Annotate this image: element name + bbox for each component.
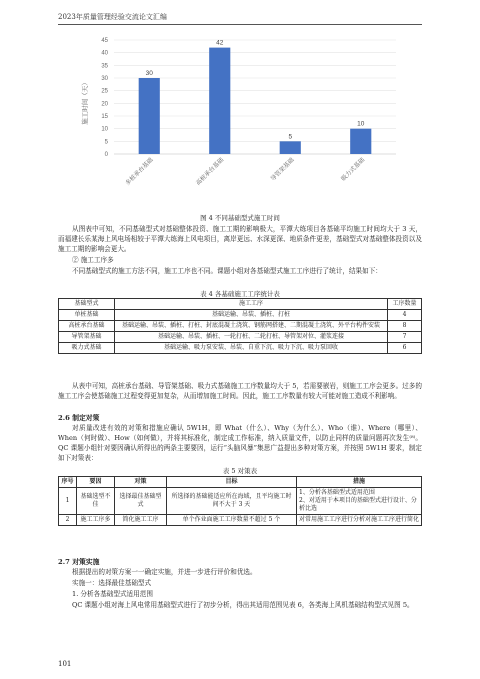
table-5-header-cell: 目标 — [167, 477, 297, 488]
chart-y-tick-label: 30 — [101, 76, 108, 82]
paragraph-1: 从图表中可知，不同基础型式对基础整体投资、施工工期的影响极大，平潭大练项目各基础平均施工时间均大于 3 天，而福建长乐某海上风电场相较于平潭大练海上风电项目，离岸更远、水深更深、地质条件更差，基础型式对基础整体投资以及施工工期的影响会更大。 — [58, 225, 422, 253]
table-cell: 6 — [388, 343, 422, 354]
table-cell: 导管架基础 — [59, 332, 115, 343]
table-5-caption: 表 5 对策表 — [222, 467, 258, 475]
table-5-header-cell: 措施 — [297, 477, 422, 488]
chart-data-label: 10 — [357, 120, 365, 128]
chart-bars — [139, 40, 372, 154]
running-header: 2023年质量管理经验交流论文汇编 — [58, 13, 167, 21]
table-cell: 7 — [388, 332, 422, 343]
chart-data-label: 5 — [288, 133, 293, 141]
table-cell: 1 — [59, 488, 77, 515]
chart-bar — [280, 141, 301, 154]
table-cell: 4 — [388, 310, 422, 321]
chart-y-tick-label: 15 — [101, 114, 108, 120]
table-cell: 基础运输、吸力泵安装、吊装、自重下沉、吸力下沉、吸力泵回收 — [115, 343, 388, 354]
table-row — [59, 332, 422, 343]
chart-bar — [209, 48, 230, 154]
table-4-caption: 表 4 各基础施工工序统计表 — [200, 290, 280, 298]
figure-4-caption: 图 4 不同基础型式施工时间 — [200, 214, 280, 222]
chart-x-tick-label: 高桩承台基础 — [194, 156, 226, 187]
table-5 — [58, 476, 422, 526]
chart-y-tick-label: 0 — [104, 152, 108, 158]
paragraph-2: 不同基础型式的施工方法不同，施工工序也不同。课题小组对各基础型式施工工序进行了统计，结果如下： — [72, 267, 382, 275]
chart-data-label: 42 — [216, 39, 224, 47]
chart-y-tick-label: 20 — [101, 101, 108, 108]
paragraph-5: 根据提出的对策方案一一确定实施，并进一步进行评价和优选。 — [72, 568, 257, 576]
chart-y-tick-label: 45 — [101, 38, 108, 44]
table-5-header-cell: 对策 — [115, 477, 167, 488]
chart-data-label: 30 — [145, 70, 153, 77]
table-cell: 8 — [388, 321, 422, 332]
table-cell: 吸力式基础 — [59, 343, 115, 354]
table-5-header-cell: 要因 — [77, 477, 115, 488]
table-cell: 所选择的基础能适应所在海域，且平均施工时间不大于 3 天 — [167, 488, 297, 515]
table-5-header-row — [59, 477, 422, 488]
section-2-7-heading: 2.7 对策实施 — [58, 558, 100, 566]
table-cell: 1、分析各基础型式适用范围 2、对适用于本项目的基础型式进行设计、分析比选 — [297, 488, 422, 515]
chart-bar — [139, 78, 160, 154]
table-4 — [58, 298, 422, 354]
chart-y-tick-label: 25 — [101, 88, 108, 95]
table-cell: 对常用施工工序进行分析对施工工序进行简化 — [297, 515, 422, 526]
table-cell: 简化施工工序 — [115, 515, 167, 526]
chart-bar — [350, 129, 371, 154]
paragraph-6: QC 课题小组对海上风电常用基础型式进行了初步分析，得出其适用范围见表 6，各类海上风机基础结构型式见图 5。 — [72, 601, 414, 609]
table-cell: 基础运输、吊装、插桩、一轮打桩、二轮打桩、导管架对位、灌浆连接 — [115, 332, 388, 343]
table-5-header-cell: 序号 — [59, 477, 77, 488]
table-row — [59, 343, 422, 354]
chart-x-labels — [124, 156, 367, 187]
table-row — [59, 488, 422, 515]
table-4-header-cell: 基础型式 — [59, 299, 115, 310]
table-row — [59, 321, 422, 332]
chart-y-ticks — [101, 38, 108, 158]
table-cell: 基础选型不佳 — [77, 488, 115, 515]
chart-x-tick-label: 导管架基础 — [269, 156, 296, 183]
chart-x-tick-label: 吸力式基础 — [339, 156, 367, 183]
table-4-header-cell: 施工工序 — [115, 299, 388, 310]
chart-y-tick-label: 10 — [101, 126, 108, 133]
paragraph-3: 从表中可知，高桩承台基础、导管架基础、吸力式基础施工工序数量均大于 5，若需要嵌岩，则施工工序会更多。过多的施工工序会使基础施工过程变得更加复杂，从而增加施工时间。因此，施工工序数量有较大可能对施工造成不利影响。 — [58, 382, 422, 400]
page-number: 101 — [58, 660, 72, 668]
section-2-6-heading: 2.6 制定对策 — [58, 414, 100, 422]
chart-x-tick-label: 多桩承台基础 — [124, 156, 155, 187]
implementation-1-heading: 实施一：选择最佳基础型式 — [72, 579, 152, 587]
header-rule — [58, 24, 422, 25]
table-row — [59, 515, 422, 526]
table-cell: 2 — [59, 515, 77, 526]
table-4-header-cell: 工序数量 — [388, 299, 422, 310]
subheading-2: ② 施工工序多 — [72, 256, 114, 264]
bar-chart — [78, 32, 408, 210]
table-cell: 施工工序多 — [77, 515, 115, 526]
chart-y-tick-label: 40 — [101, 50, 108, 57]
table-cell: 单桩基础 — [59, 310, 115, 321]
table-row — [59, 310, 422, 321]
chart-y-axis-label: 施工时间（天） — [81, 79, 89, 125]
table-cell: 选择最佳基础型式 — [115, 488, 167, 515]
chart-y-tick-label: 35 — [101, 63, 108, 70]
table-cell: 高桩承台基础 — [59, 321, 115, 332]
table-cell: 单个作业面施工工序数量不超过 5 个 — [167, 515, 297, 526]
table-cell: 基础运输、吊装、插桩、打桩 — [115, 310, 388, 321]
chart-y-tick-label: 5 — [104, 139, 108, 146]
table-cell: 基础运输、吊装、插桩、打桩、封底混凝土浇筑、钢筋网搭建、二期混凝土浇筑、外平台构件安装 — [115, 321, 388, 332]
table-4-header-row — [59, 299, 422, 310]
implementation-1-subheading: 1. 分析各基础型式适用范围 — [72, 590, 153, 598]
paragraph-4: 对质量改进有效的对策和措施应确认 5W1H，即 What（什么）、Why（为什么）、Who（谁）、Where（哪里）、When（何时做）、How（如何做），并将其标准化，制定成工作标准，纳入质量文件，以防止同样的质量问题再次发生⁽⁸⁾。QC 课题小组针对要因确认所得出的两条主要要因，运行“头脑风暴”集思广益提出多种对策方案，并按照 5W1H 要求，制定如下对策表： — [58, 424, 422, 462]
